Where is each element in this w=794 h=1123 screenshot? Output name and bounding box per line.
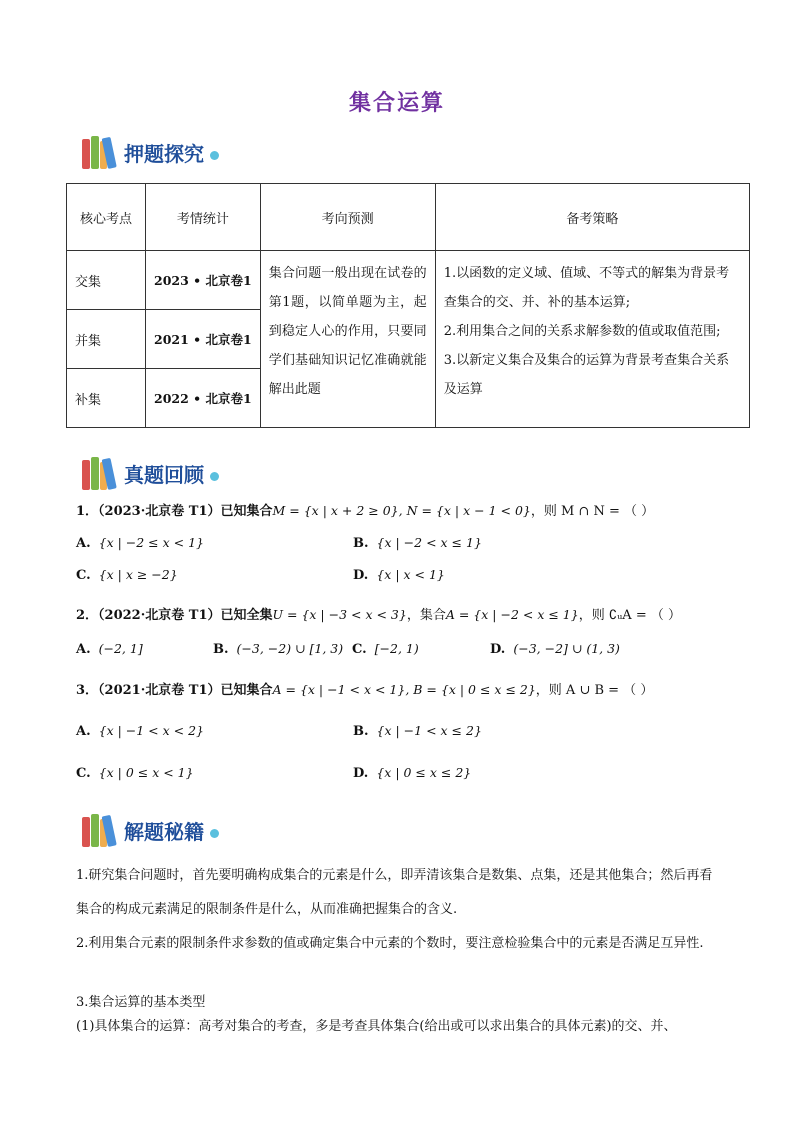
tip-paragraph: 2.利用集合元素的限制条件求参数的值或确定集合中元素的个数时，要注意检验集合中的元素是否满足互异性. bbox=[76, 936, 704, 951]
strategy-cell bbox=[435, 251, 749, 428]
strategy-item: 2.利用集合之间的关系求解参数的值或取值范围; bbox=[443, 324, 721, 339]
option-label: A. bbox=[76, 536, 91, 551]
option-label: C. bbox=[352, 642, 367, 657]
option-c[interactable] bbox=[76, 567, 178, 583]
page-title: 集合运算 bbox=[348, 91, 445, 116]
dot-icon bbox=[210, 829, 219, 838]
option-b[interactable] bbox=[353, 535, 482, 551]
option-b[interactable] bbox=[213, 641, 343, 657]
stat-cell: 2021 • 北京卷1 bbox=[146, 310, 261, 369]
question-2 bbox=[76, 604, 681, 623]
header-stat: 考情统计 bbox=[146, 184, 261, 251]
header-prediction: 考向预测 bbox=[260, 184, 435, 251]
core-point-cell: 补集 bbox=[67, 369, 146, 428]
tip-paragraph: 1.研究集合问题时，首先要明确构成集合的元素是什么，即弄清该集合是数集、点集，还是其他集合；然后再看集合的构成元素满足的限制条件是什么，从而准确把握集合的含义. bbox=[76, 868, 713, 917]
option-label: C. bbox=[76, 568, 91, 583]
question-suffix: ，则 A ∪ B = （ ） bbox=[535, 683, 654, 698]
option-text: {x | x ≥ −2} bbox=[98, 567, 178, 582]
books-icon bbox=[82, 135, 122, 169]
option-text: {x | −2 ≤ x < 1} bbox=[98, 535, 205, 550]
option-c[interactable] bbox=[76, 765, 194, 781]
question-math: M = {x | x + 2 ≥ 0}, N = {x | x − 1 < 0} bbox=[272, 503, 531, 518]
section-title: 押题探究 bbox=[124, 141, 204, 166]
tip-paragraph: (1)具体集合的运算：高考对集合的考查，多是考查具体集合(给出或可以求出集合的具体元素)的交、并、 bbox=[76, 1019, 677, 1034]
option-label: D. bbox=[353, 568, 369, 583]
table-row bbox=[67, 251, 750, 310]
option-label: B. bbox=[353, 536, 369, 551]
books-icon bbox=[82, 813, 122, 847]
option-text: {x | −2 < x ≤ 1} bbox=[376, 535, 482, 550]
strategy-item: 3.以新定义集合及集合的运算为背景考查集合关系及运算 bbox=[443, 353, 730, 397]
question-math: A = {x | −1 < x < 1}, B = {x | 0 ≤ x ≤ 2} bbox=[272, 682, 536, 697]
option-text: [−2, 1) bbox=[374, 641, 419, 656]
option-b[interactable] bbox=[353, 723, 482, 739]
option-label: B. bbox=[213, 642, 229, 657]
section-title: 解题秘籍 bbox=[124, 819, 204, 844]
exam-analysis-table bbox=[66, 183, 750, 428]
question-stem: 2．（2022·北京卷 T1）已知全集 bbox=[76, 608, 273, 623]
option-c[interactable] bbox=[352, 641, 419, 657]
option-a[interactable] bbox=[76, 723, 204, 739]
option-label: C. bbox=[76, 766, 91, 781]
table-header-row bbox=[67, 184, 750, 251]
section-header-tips bbox=[82, 812, 219, 848]
option-d[interactable] bbox=[490, 641, 620, 657]
option-label: D. bbox=[353, 766, 369, 781]
prediction-cell: 集合问题一般出现在试卷的第1题，以简单题为主，起到稳定人心的作用，只要同学们基础知识记忆准确就能解出此题 bbox=[260, 251, 435, 428]
books-icon bbox=[82, 456, 122, 490]
section-header-review bbox=[82, 455, 219, 491]
section-header-predict bbox=[82, 134, 219, 170]
option-label: A. bbox=[76, 642, 91, 657]
option-a[interactable] bbox=[76, 641, 143, 657]
stat-cell: 2023 • 北京卷1 bbox=[146, 251, 261, 310]
option-label: D. bbox=[490, 642, 506, 657]
option-text: {x | −1 < x ≤ 2} bbox=[376, 723, 482, 738]
header-core-point: 核心考点 bbox=[67, 184, 146, 251]
section-title: 真题回顾 bbox=[124, 462, 204, 487]
stat-cell: 2022 • 北京卷1 bbox=[146, 369, 261, 428]
question-1 bbox=[76, 500, 654, 519]
question-stem: 3．（2021·北京卷 T1）已知集合 bbox=[76, 683, 273, 698]
question-math: A = {x | −2 < x ≤ 1} bbox=[445, 607, 579, 622]
option-text: {x | x < 1} bbox=[376, 567, 445, 582]
option-text: {x | 0 ≤ x ≤ 2} bbox=[376, 765, 472, 780]
tip-paragraph: 3.集合运算的基本类型 bbox=[76, 995, 206, 1010]
question-stem: 1．（2023·北京卷 T1）已知集合 bbox=[76, 504, 273, 519]
option-text: (−2, 1] bbox=[98, 641, 143, 656]
option-text: (−3, −2) ∪ [1, 3) bbox=[236, 641, 344, 656]
question-mid: ，集合 bbox=[406, 608, 446, 623]
option-text: (−3, −2] ∪ (1, 3) bbox=[513, 641, 620, 656]
option-label: A. bbox=[76, 724, 91, 739]
question-math: U = {x | −3 < x < 3} bbox=[272, 607, 407, 622]
option-d[interactable] bbox=[353, 765, 471, 781]
question-suffix: ，则 ∁ᵤA = （ ） bbox=[578, 608, 681, 623]
core-point-cell: 并集 bbox=[67, 310, 146, 369]
question-suffix: ，则 M ∩ N = （ ） bbox=[530, 504, 655, 519]
option-text: {x | 0 ≤ x < 1} bbox=[98, 765, 194, 780]
question-3 bbox=[76, 679, 653, 698]
option-label: B. bbox=[353, 724, 369, 739]
core-point-cell: 交集 bbox=[67, 251, 146, 310]
strategy-item: 1.以函数的定义域、值域、不等式的解集为背景考查集合的交、并、补的基本运算; bbox=[443, 266, 730, 310]
dot-icon bbox=[210, 151, 219, 160]
option-text: {x | −1 < x < 2} bbox=[98, 723, 205, 738]
header-strategy: 备考策略 bbox=[435, 184, 749, 251]
dot-icon bbox=[210, 472, 219, 481]
option-d[interactable] bbox=[353, 567, 445, 583]
option-a[interactable] bbox=[76, 535, 204, 551]
